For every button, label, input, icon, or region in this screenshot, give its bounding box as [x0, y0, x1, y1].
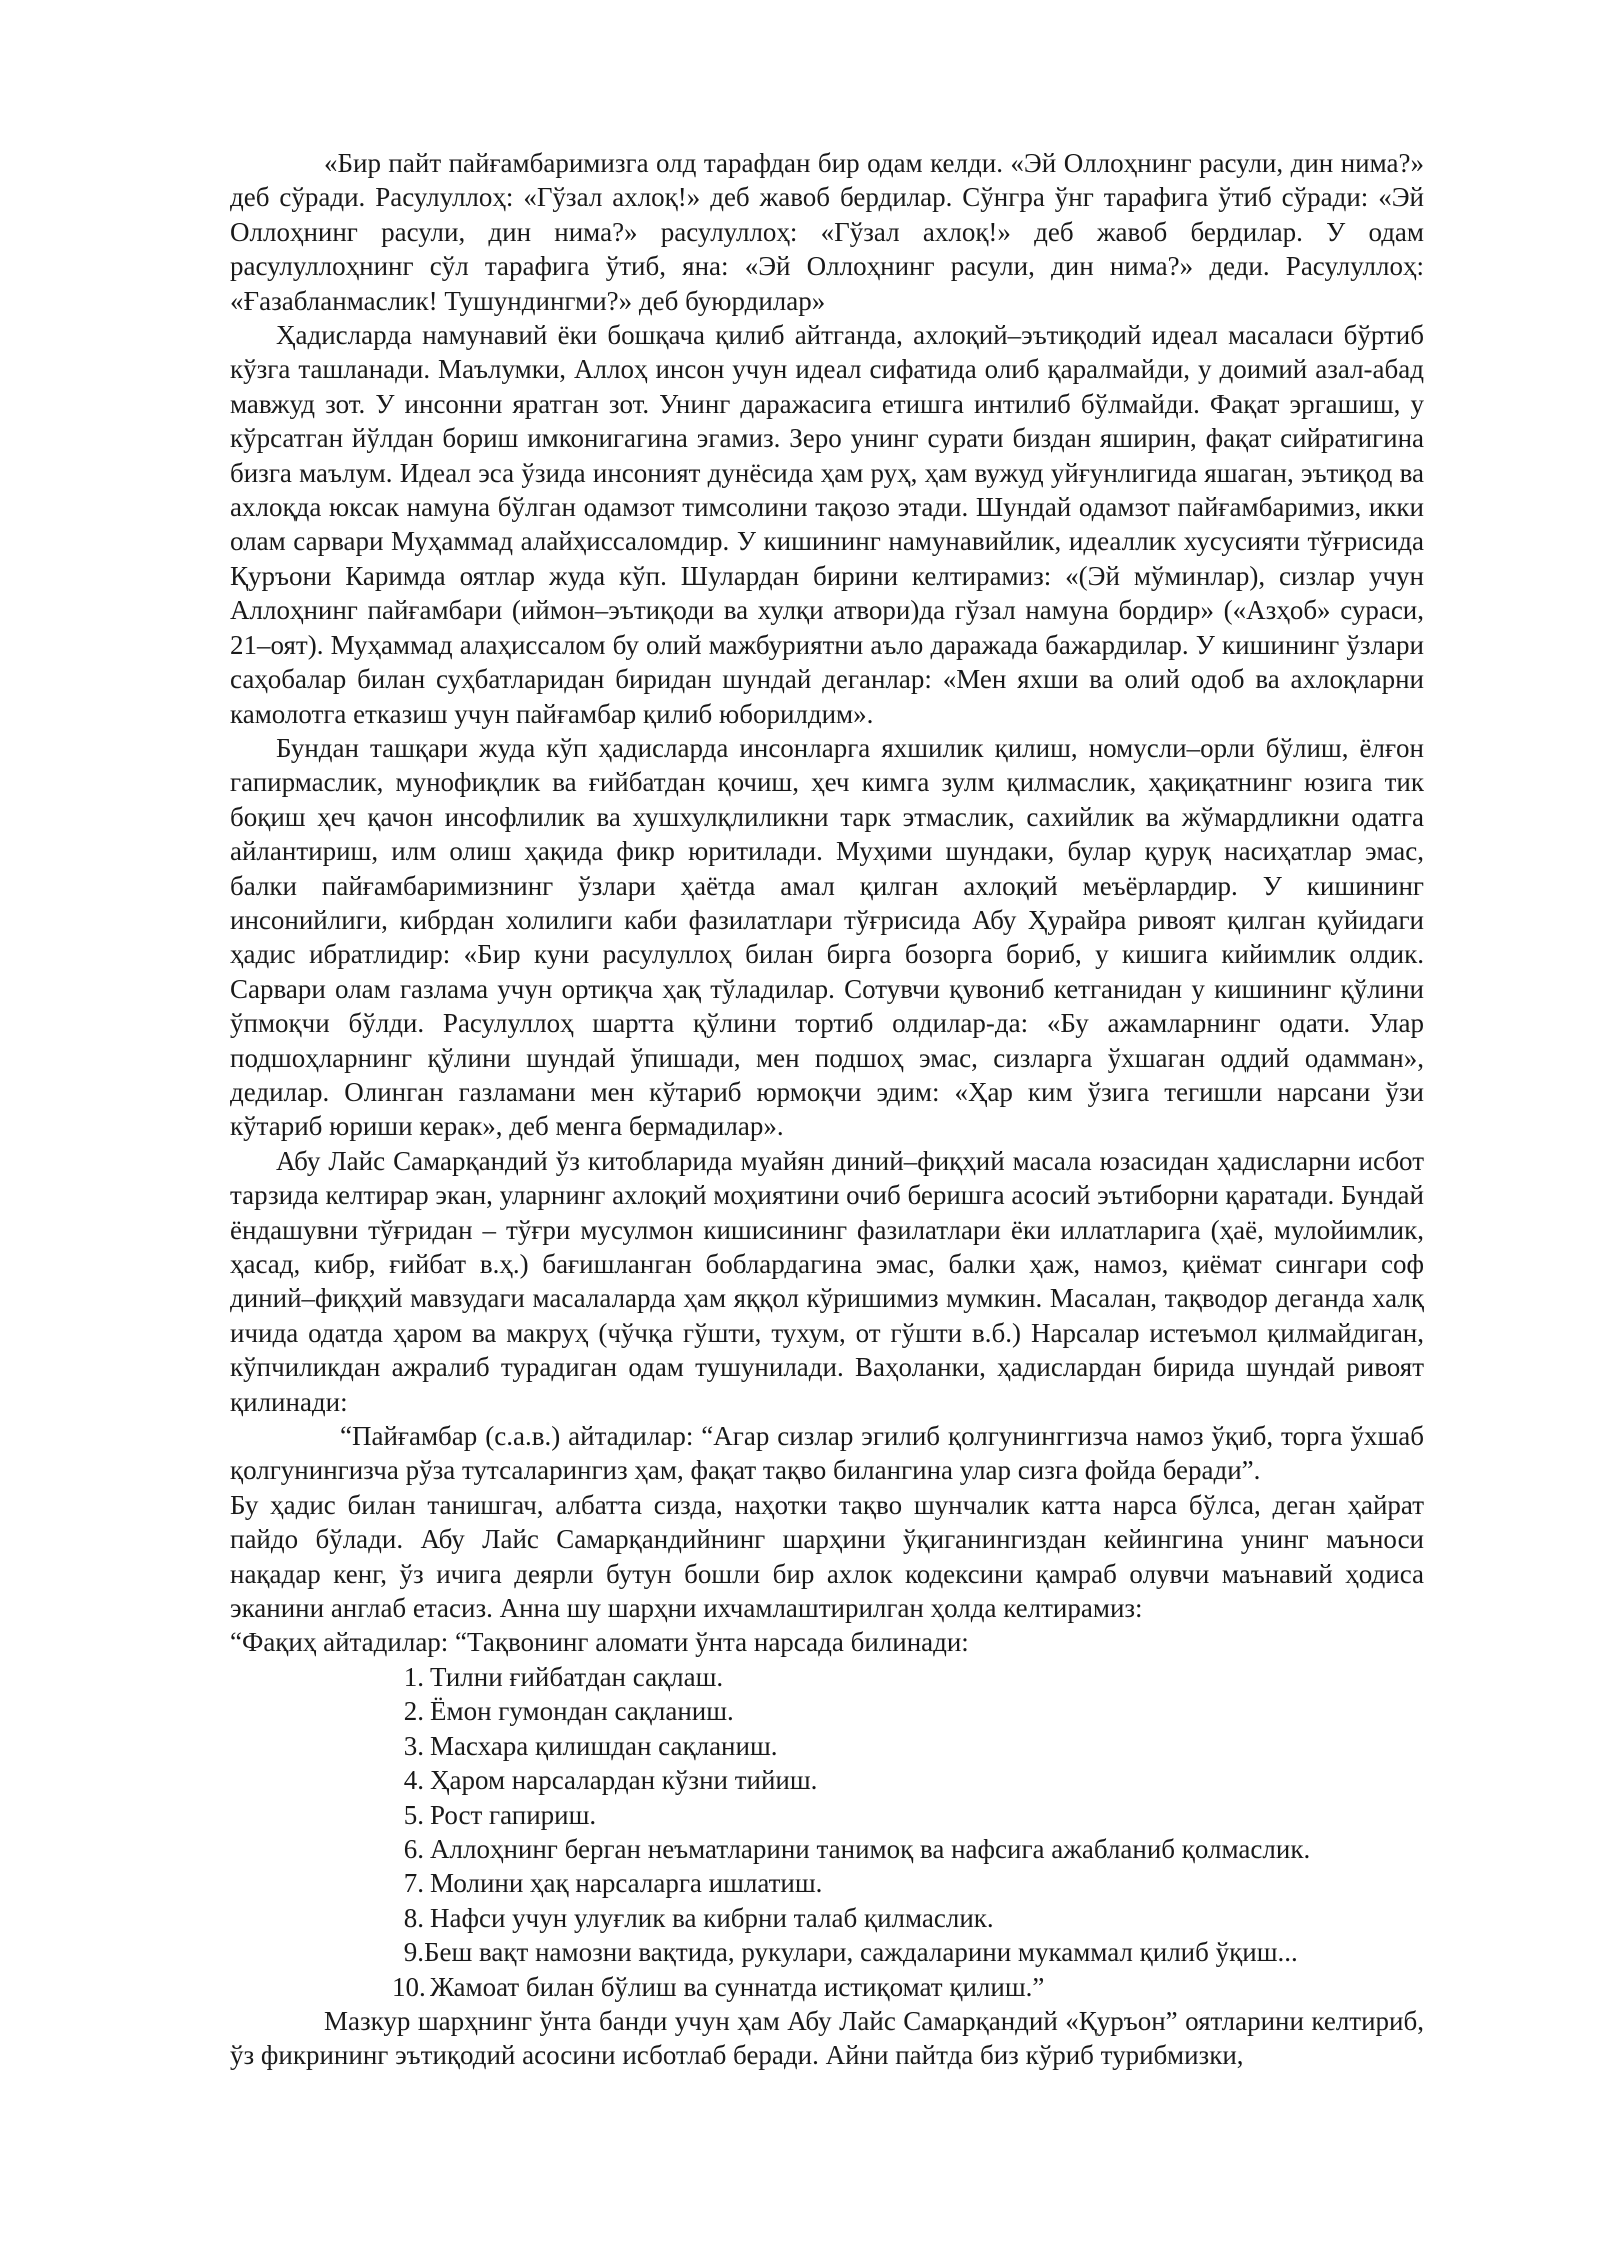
- list-text: Ёмон гумондан сақланиш.: [430, 1696, 734, 1727]
- list-item: [230, 1763, 1424, 1797]
- list-text: Рост гапириш.: [430, 1799, 597, 1830]
- list-text: Аллоҳнинг берган неъматларини танимоқ ва нафсига ажабланиб қолмаслик.: [430, 1833, 1311, 1864]
- list-item: [230, 1832, 1424, 1866]
- paragraph-commentary: Бу ҳадис билан танишгач, албатта сизда, наҳотки тақво шунчалик катта нарса бўлса, деган ҳайрат пайдо бўлади. Абу Лайс Самарқандийнинг шарҳини ўқиганингиздан кейингина унинг маъноси нақадар кенг, ўз ичига деярли бутун бошли бир ахлок кодексини қамраб олувчи маънавий ҳодиса эканини англаб етасиз. Анна шу шарҳни ихчамлаштирилган ҳолда келтирамиз:: [230, 1489, 1424, 1624]
- list-number: 5.: [403, 1799, 424, 1830]
- document-page: [230, 146, 1424, 2073]
- list-text: Беш вақт намозни вақтида, рукулари, саждаларини мукаммал қилиб ўқиш...: [424, 1937, 1298, 1968]
- list-number: 3.: [403, 1730, 424, 1761]
- list-item: [230, 1970, 1424, 2004]
- list-number: 1.: [403, 1661, 424, 1692]
- paragraph-hadiths: Бундан ташқари жуда кўп ҳадисларда инсонларга яхшилик қилиш, номусли–орли бўлиш, ёлғон гапирмаслик, мунофиқлик ва ғийбатдан қочиш, ҳеч кимга зулм қилмаслик, ҳақиқатнинг юзига тик боқиш ҳеч қачон инсофлилик ва хушхулқлиликни тарк этмаслик, сахийлик ва жўмардликни одатга айлантириш, илм олиш ҳақида фикр юритилади. Муҳими шундаки, булар қуруқ насиҳатлар эмас, балки пайғамбаримизнинг ўзлари ҳаётда амал қилган ахлоқий меъёрлардир. У кишининг инсонийлиги, кибрдан холилиги каби фазилатлари тўғрисида Абу Ҳурайра ривоят қилган қуйидаги ҳадис ибратлидир: «Бир куни расулуллоҳ билан бирга бозорга бориб, у кишига кийимлик олдик. Сарвари олам газлама учун ортиқча ҳақ тўладилар. Сотувчи қувониб кетганидан у кишининг қўлини ўпмоқчи бўлди. Расулуллоҳ шартта қўлини тортиб олдилар-да: «Бу ажамларнинг одати. Улар подшоҳларнинг қўлини шундай ўпишади, мен подшоҳ эмас, сизларга ўхшаган оддий одамман», дедилар. Олинган газламани мен кўтариб юрмоқчи эдим: «Ҳар ким ўзига тегишли нарсани ўзи кўтариб юриши керак», деб менга бермадилар».: [230, 732, 1424, 1142]
- paragraph-faqih-intro: “Фақиҳ айтадилар: “Тақвонинг аломати ўнта нарсада билинади:: [230, 1627, 969, 1658]
- paragraph-abu-lays: Абу Лайс Самарқандий ўз китобларида муайян диний–фиқҳий масала юзасидан ҳадисларни исбот тарзида келтирар экан, уларнинг ахлоқий моҳиятини очиб беришга асосий эътиборни қаратади. Бундай ёндашувни тўғридан – тўғри мусулмон кишисининг фазилатлари ёки иллатларига (ҳаё, мулойимлик, ҳасад, кибр, ғийбат в.ҳ.) бағишланган боблардагина эмас, балки ҳаж, намоз, қиёмат сингари соф диний–фиқҳий мавзудаги масалаларда ҳам яққол кўришимиз мумкин. Масалан, тақводор деганда халқ ичида одатда ҳаром ва макруҳ (чўчқа гўшти, тухум, от гўшти в.б.) Нарсалар истеъмол қилмайдиган, кўпчиликдан ажралиб турадиган одам тушунилади. Ваҳоланки, ҳадислардан бирида шундай ривоят қилинади:: [230, 1145, 1424, 1417]
- paragraph-hadith-quote: «Бир пайт пайғамбаримизга олд тарафдан бир одам келди. «Эй Оллоҳнинг расули, дин нима?» деб сўради. Расулуллоҳ: «Гўзал ахлоқ!» деб жавоб бердилар. Сўнгра ўнг тарафига ўтиб сўради: «Эй Оллоҳнинг расули, дин нима?» расулуллоҳ: «Гўзал ахлоқ!» деб жавоб бердилар. У одам расулуллоҳнинг сўл тарафига ўтиб, яна: «Эй Оллоҳнинг расули, дин нима?» деди. Расулуллоҳ: «Ғазабланмаслик! Тушундингми?» деб буюрдилар»: [230, 148, 1424, 316]
- list-item: [230, 1660, 1424, 1694]
- list-text: Молини ҳақ нарсаларга ишлатиш.: [430, 1868, 823, 1899]
- paragraph-closing: Мазкур шарҳнинг ўнта банди учун ҳам Абу Лайс Самарқандий «Қуръон” оятларини келтириб, ўз фикрининг эътиқодий асосини исботлаб беради. Айни пайтда биз кўриб турибмизки,: [230, 2005, 1424, 2071]
- list-item: [230, 1901, 1424, 1935]
- list-item: [230, 1694, 1424, 1728]
- list-item: [230, 1935, 1424, 1969]
- list-text: Масхара қилишдан сақланиш.: [430, 1730, 778, 1761]
- list-number: 10.: [392, 1971, 426, 2002]
- list-text: Тилни ғийбатдан сақлаш.: [430, 1661, 724, 1692]
- list-number: 7.: [403, 1868, 424, 1899]
- list-item: [230, 1798, 1424, 1832]
- list-number: 4.: [403, 1765, 424, 1796]
- paragraph-prophet-quote: “Пайғамбар (с.а.в.) айтадилар: “Агар сизлар эгилиб қолгунинггизча намоз ўқиб, торга ўхшаб қолгунингизча рўза тутсаларингиз ҳам, фақат тақво билангина улар сизга фойда беради”.: [230, 1421, 1424, 1486]
- taqwa-signs-list: [230, 1660, 1424, 2004]
- list-text: Нафси учун улуғлик ва кибрни талаб қилмаслик.: [430, 1902, 994, 1933]
- list-item: [230, 1729, 1424, 1763]
- paragraph-ideal: Ҳадисларда намунавий ёки бошқача қилиб айтганда, ахлоқий–эътиқодий идеал масаласи бўртиб кўзга ташланади. Маълумки, Аллоҳ инсон учун идеал сифатида олиб қаралмайди, у доимий азал-абад мавжуд зот. У инсонни яратган зот. Унинг даражасига етишга интилиб бўлмайди. Фақат эргашиш, у кўрсатган йўлдан бориш имконигагина эгамиз. Зеро унинг сурати биздан яширин, фақат сийратигина бизга маълум. Идеал эса ўзида инсоният дунёсида ҳам руҳ, ҳам вужуд уйғунлигида яшаган, эътиқод ва ахлоқда юксак намуна бўлган одамзот тимсолини тақозо этади. Шундай одамзот пайғамбаримиз, икки олам сарвари Муҳаммад алайҳиссаломдир. У кишининг намунавийлик, идеаллик хусусияти тўғрисида Қуръони Каримда оятлар жуда кўп. Шулардан бирини келтирамиз: «(Эй мўминлар), сизлар учун Аллоҳнинг пайғамбари (иймон–эътиқоди ва хулқи атвори)да гўзал намуна бордир» («Азҳоб» сураси, 21–оят). Муҳаммад алаҳиссалом бу олий мажбуриятни аъло даражада бажардилар. У кишининг ўзлари саҳобалар билан суҳбатларидан биридан шундай деганлар: «Мен яхши ва олий одоб ва ахлоқларни камолотга етказиш учун пайғамбар қилиб юборилдим».: [230, 320, 1424, 729]
- list-number: 6.: [403, 1833, 424, 1864]
- list-item: [230, 1866, 1424, 1900]
- list-text: Жамоат билан бўлиш ва суннатда истиқомат қилиш.”: [430, 1971, 1045, 2002]
- list-number: 2.: [403, 1696, 424, 1727]
- list-text: Ҳаром нарсалардан кўзни тийиш.: [430, 1765, 818, 1796]
- list-number: 8.: [403, 1902, 424, 1933]
- list-number: 9.: [403, 1937, 424, 1968]
